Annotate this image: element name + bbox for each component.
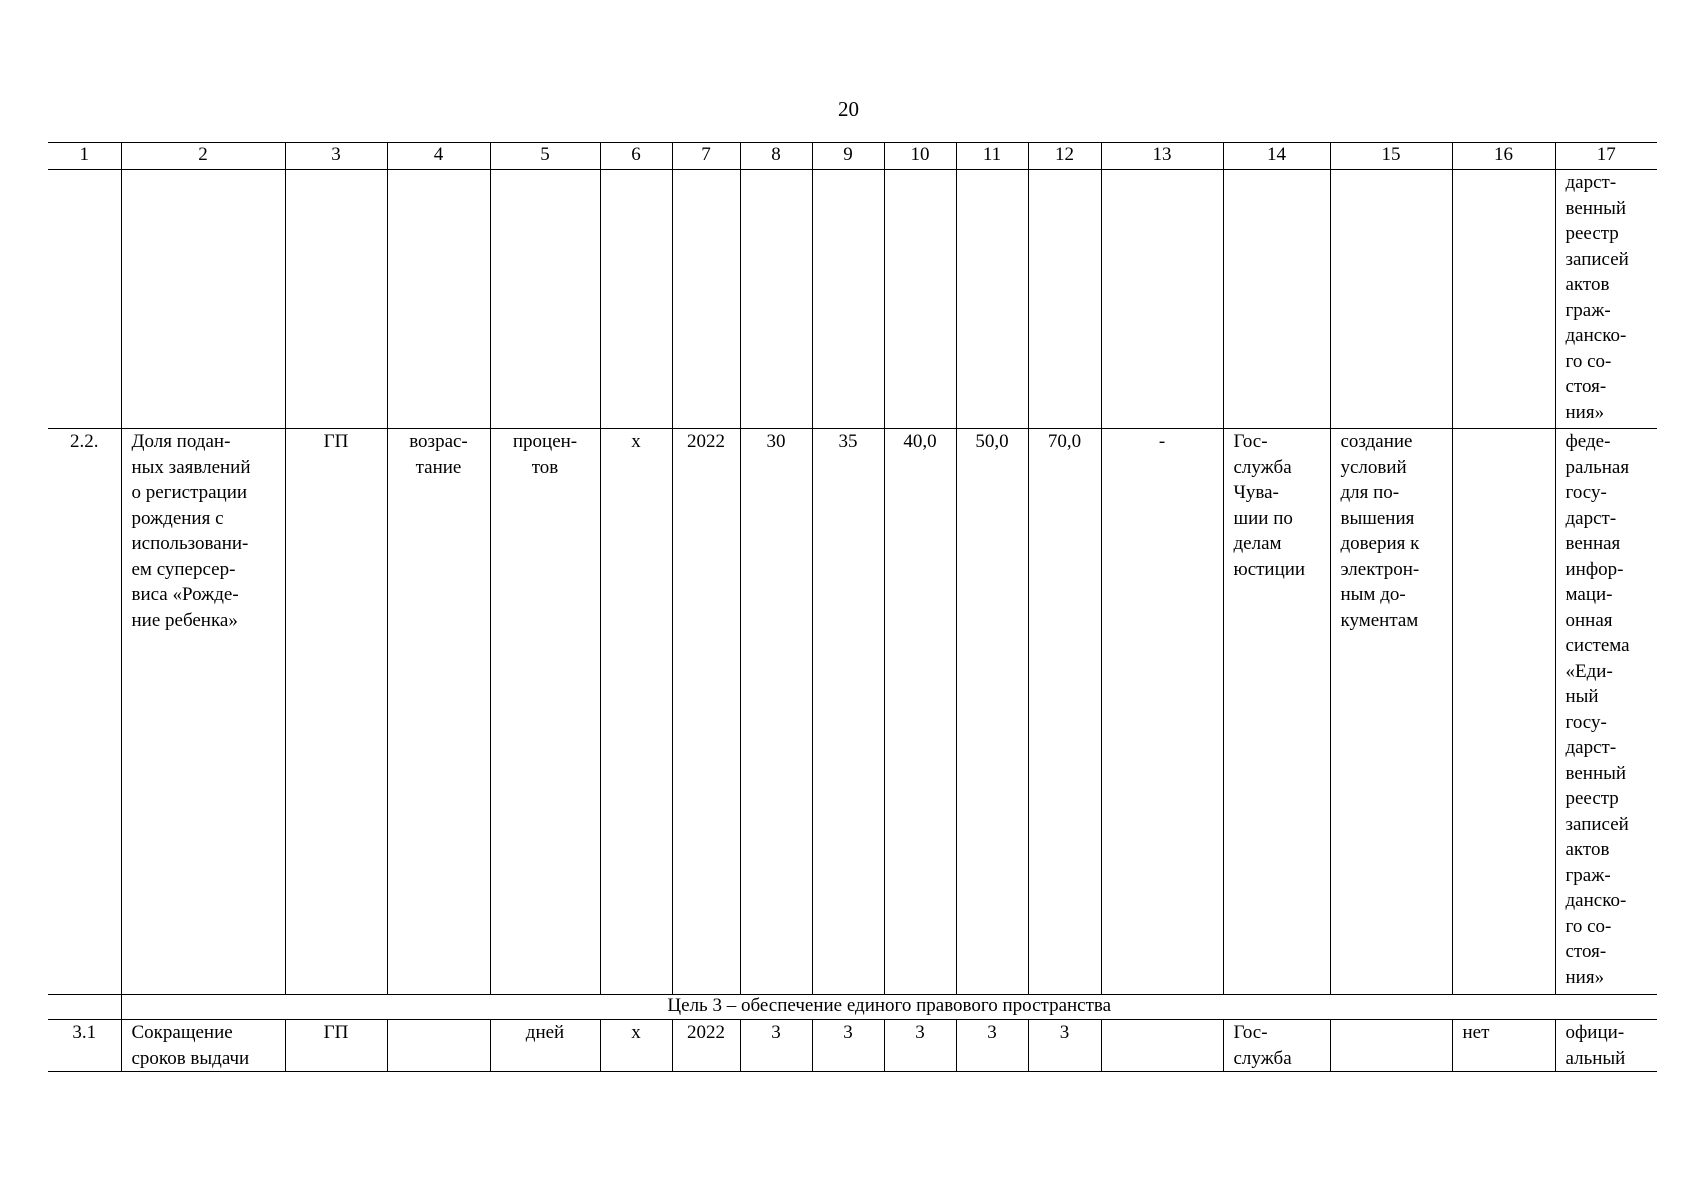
- column-header: 13: [1101, 143, 1223, 170]
- column-header: 5: [490, 143, 600, 170]
- page-number: 20: [838, 97, 859, 121]
- column-header: 9: [812, 143, 884, 170]
- indicator-name-cell: Сокращение сроков выдачи: [121, 1020, 285, 1072]
- row-number-cell: 3.1: [48, 1020, 121, 1072]
- responsible-cell: Гос- служба Чува- шии по делам юстиции: [1223, 429, 1330, 995]
- column-header: 3: [285, 143, 387, 170]
- column-header: 2: [121, 143, 285, 170]
- goal-title: Цель 3 – обеспечение единого правового пространства: [121, 995, 1657, 1020]
- value-cell: 50,0: [956, 429, 1028, 995]
- connection-cell: создание условий для по- вышения доверия к электрон- ным до- кументам: [1330, 429, 1452, 995]
- value-cell: 30: [740, 429, 812, 995]
- continuation-row: [48, 170, 1657, 429]
- information-source-cell: офици- альный: [1555, 1020, 1657, 1072]
- column-header: 7: [672, 143, 740, 170]
- value-cell: 3: [1028, 1020, 1101, 1072]
- indicators-table: [48, 142, 1657, 1072]
- table-row: [48, 1020, 1657, 1072]
- column-header: 10: [884, 143, 956, 170]
- information-source-cell: дарст- венный реестр записей актов граж- данско- го со- стоя- ния»: [1555, 170, 1657, 429]
- value-cell: 40,0: [884, 429, 956, 995]
- column-header: 8: [740, 143, 812, 170]
- table-row: [48, 429, 1657, 995]
- base-year-cell: 2022: [672, 1020, 740, 1072]
- column-header: 16: [1452, 143, 1555, 170]
- responsible-cell: Гос- служба: [1223, 1020, 1330, 1072]
- value-cell: 3: [884, 1020, 956, 1072]
- column-header: 11: [956, 143, 1028, 170]
- column-header: 17: [1555, 143, 1657, 170]
- base-value-cell: х: [600, 1020, 672, 1072]
- indicator-name-cell: Доля подан- ных заявлений о регистрации рождения с использовани- ем суперсер- виса «Рожде- ние ребенка»: [121, 429, 285, 995]
- trend-cell: [387, 1020, 490, 1072]
- indicator-level-cell: ГП: [285, 429, 387, 995]
- trend-cell: возрас- тание: [387, 429, 490, 995]
- column-header: 12: [1028, 143, 1101, 170]
- base-year-cell: 2022: [672, 429, 740, 995]
- column-header: 6: [600, 143, 672, 170]
- connection-cell: [1330, 1020, 1452, 1072]
- column-header: 15: [1330, 143, 1452, 170]
- gis-cell: [1452, 429, 1555, 995]
- column-header: 4: [387, 143, 490, 170]
- column-header: 14: [1223, 143, 1330, 170]
- value-cell: 70,0: [1028, 429, 1101, 995]
- column-header: 1: [48, 143, 121, 170]
- information-source-cell: феде- ральная госу- дарст- венная инфор- маци- онная система «Еди- ный госу- дарст- венный реестр записей актов граж- данско- го со- стоя- ния»: [1555, 429, 1657, 995]
- column-number-row: [48, 143, 1657, 170]
- value-cell: 3: [812, 1020, 884, 1072]
- unit-cell: дней: [490, 1020, 600, 1072]
- document-cell: [1101, 1020, 1223, 1072]
- value-cell: 3: [740, 1020, 812, 1072]
- goal-row: [48, 995, 1657, 1020]
- indicator-level-cell: ГП: [285, 1020, 387, 1072]
- base-value-cell: х: [600, 429, 672, 995]
- row-number-cell: 2.2.: [48, 429, 121, 995]
- value-cell: 35: [812, 429, 884, 995]
- gis-cell: нет: [1452, 1020, 1555, 1072]
- value-cell: 3: [956, 1020, 1028, 1072]
- document-cell: -: [1101, 429, 1223, 995]
- unit-cell: процен- тов: [490, 429, 600, 995]
